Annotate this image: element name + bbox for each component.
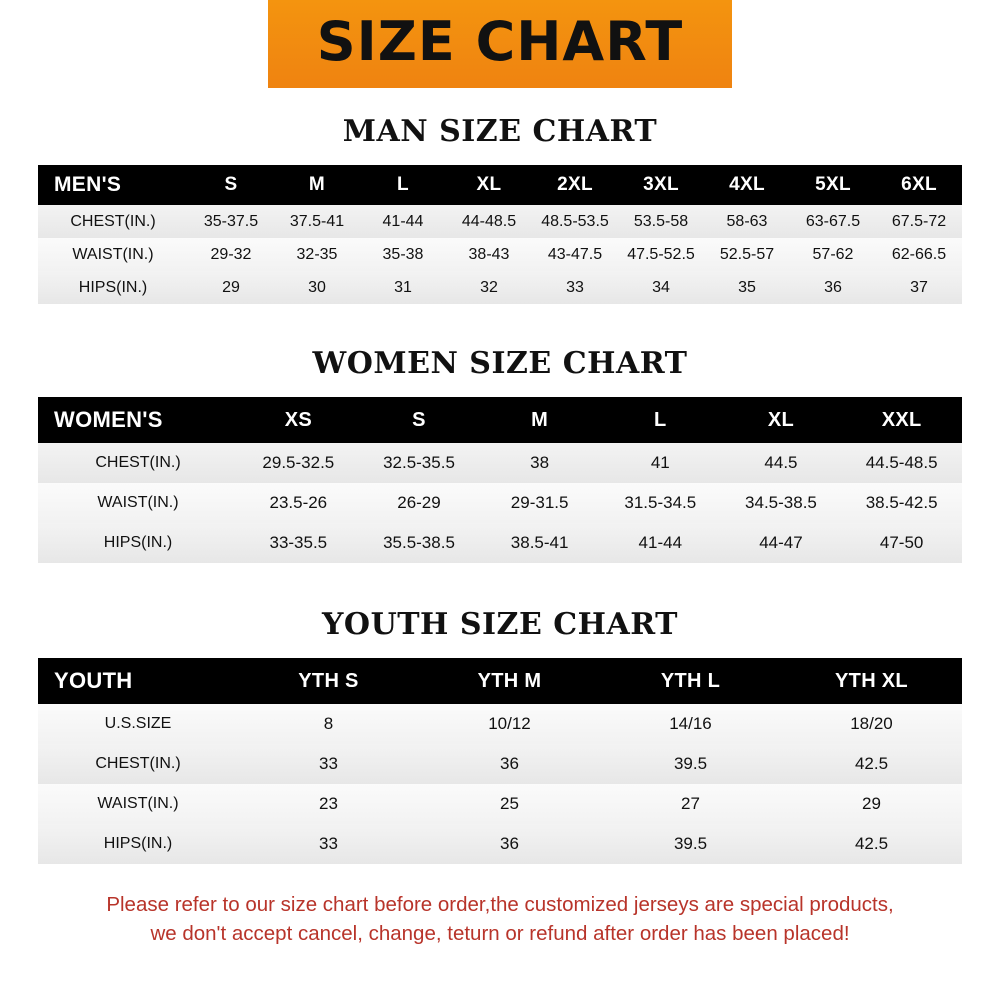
table-cell: 34 — [618, 271, 704, 304]
table-cell: 32-35 — [274, 238, 360, 271]
table-cell: 23.5-26 — [238, 483, 359, 523]
table-cell: 43-47.5 — [532, 238, 618, 271]
table-cell: 33 — [238, 824, 419, 864]
table-cell: 8 — [238, 704, 419, 744]
table-row — [38, 205, 962, 238]
table-cell: 18/20 — [781, 704, 962, 744]
column-header: 4XL — [729, 174, 765, 195]
table-cell: 44.5-48.5 — [841, 443, 962, 483]
table-row — [38, 523, 962, 563]
table-cell: 41 — [600, 443, 721, 483]
column-header: YOUTH — [54, 668, 133, 693]
table-cell: 58-63 — [704, 205, 790, 238]
women-size-section — [0, 346, 1000, 563]
table-cell: 41-44 — [600, 523, 721, 563]
table-cell: 57-62 — [790, 238, 876, 271]
disclaimer-line-2: we don't accept cancel, change, teturn or refund after order has been placed! — [150, 922, 850, 946]
column-header: YTH XL — [835, 669, 908, 692]
table-cell: 48.5-53.5 — [532, 205, 618, 238]
row-label: HIPS(IN.) — [38, 271, 188, 304]
table-cell: 29-31.5 — [479, 483, 600, 523]
row-label: CHEST(IN.) — [38, 443, 238, 483]
column-header: YTH S — [298, 669, 359, 692]
table-header-row — [38, 658, 962, 704]
column-header: XS — [284, 408, 312, 431]
column-header: M — [308, 174, 326, 195]
table-cell: 29 — [188, 271, 274, 304]
table-cell: 37 — [876, 271, 962, 304]
column-header: L — [397, 174, 409, 195]
man-size-section — [0, 114, 1000, 304]
table-cell: 32.5-35.5 — [359, 443, 480, 483]
table-cell: 36 — [790, 271, 876, 304]
column-header: YTH L — [660, 669, 721, 692]
table-cell: 33 — [532, 271, 618, 304]
table-cell: 39.5 — [600, 744, 781, 784]
table-cell: 41-44 — [360, 205, 446, 238]
column-header: 5XL — [815, 174, 851, 195]
table-cell: 31 — [360, 271, 446, 304]
row-label: CHEST(IN.) — [38, 744, 238, 784]
women-size-table — [38, 397, 962, 563]
page-title: SIZE CHART — [316, 10, 684, 73]
table-row — [38, 744, 962, 784]
column-header: 2XL — [557, 174, 593, 195]
disclaimer-line-1: Please refer to our size chart before order,the customized jerseys are special products, — [106, 893, 894, 916]
table-cell: 67.5-72 — [876, 205, 962, 238]
table-cell: 10/12 — [419, 704, 600, 744]
youth-section-title: YOUTH SIZE CHART — [322, 607, 678, 642]
table-cell: 42.5 — [781, 824, 962, 864]
table-cell: 35 — [704, 271, 790, 304]
table-cell: 29 — [781, 784, 962, 824]
table-cell: 36 — [419, 824, 600, 864]
header-banner — [0, 0, 1000, 88]
table-row — [38, 483, 962, 523]
table-cell: 23 — [238, 784, 419, 824]
table-row — [38, 443, 962, 483]
table-row — [38, 238, 962, 271]
table-header-row — [38, 165, 962, 205]
table-cell: 62-66.5 — [876, 238, 962, 271]
table-cell: 14/16 — [600, 704, 781, 744]
column-header: S — [412, 408, 426, 431]
table-cell: 38.5-41 — [479, 523, 600, 563]
table-cell: 39.5 — [600, 824, 781, 864]
row-label: CHEST(IN.) — [38, 205, 188, 238]
table-cell: 38-43 — [446, 238, 532, 271]
table-cell: 35-37.5 — [188, 205, 274, 238]
table-cell: 38.5-42.5 — [841, 483, 962, 523]
youth-size-section — [0, 607, 1000, 864]
column-header: M — [531, 408, 549, 431]
row-label: U.S.SIZE — [38, 704, 238, 744]
table-cell: 33 — [238, 744, 419, 784]
table-cell: 27 — [600, 784, 781, 824]
table-cell: 35.5-38.5 — [359, 523, 480, 563]
table-cell: 53.5-58 — [618, 205, 704, 238]
table-cell: 44-48.5 — [446, 205, 532, 238]
table-cell: 52.5-57 — [704, 238, 790, 271]
column-header: 6XL — [901, 174, 937, 195]
table-row — [38, 704, 962, 744]
table-cell: 47-50 — [841, 523, 962, 563]
table-cell: 47.5-52.5 — [618, 238, 704, 271]
disclaimer-note — [34, 890, 966, 948]
column-header: L — [654, 408, 667, 431]
row-label: WAIST(IN.) — [38, 238, 188, 271]
table-cell: 37.5-41 — [274, 205, 360, 238]
column-header: XXL — [881, 408, 922, 431]
table-row — [38, 824, 962, 864]
row-label: WAIST(IN.) — [38, 784, 238, 824]
table-cell: 42.5 — [781, 744, 962, 784]
table-row — [38, 271, 962, 304]
table-cell: 36 — [419, 744, 600, 784]
column-header: XL — [767, 408, 795, 431]
table-cell: 26-29 — [359, 483, 480, 523]
man-size-table — [38, 165, 962, 304]
table-cell: 34.5-38.5 — [721, 483, 842, 523]
column-header: S — [224, 174, 238, 195]
table-cell: 33-35.5 — [238, 523, 359, 563]
table-header-row — [38, 397, 962, 443]
column-header: YTH M — [477, 669, 542, 692]
youth-size-table — [38, 658, 962, 864]
man-section-title: MAN SIZE CHART — [342, 114, 658, 149]
table-cell: 44.5 — [721, 443, 842, 483]
row-label: HIPS(IN.) — [38, 523, 238, 563]
table-row — [38, 784, 962, 824]
row-label: HIPS(IN.) — [38, 824, 238, 864]
table-cell: 29-32 — [188, 238, 274, 271]
row-label: WAIST(IN.) — [38, 483, 238, 523]
table-cell: 44-47 — [721, 523, 842, 563]
table-cell: 63-67.5 — [790, 205, 876, 238]
table-cell: 32 — [446, 271, 532, 304]
table-cell: 38 — [479, 443, 600, 483]
column-header: MEN'S — [54, 173, 122, 196]
table-cell: 25 — [419, 784, 600, 824]
column-header: WOMEN'S — [54, 407, 163, 432]
table-cell: 29.5-32.5 — [238, 443, 359, 483]
table-cell: 31.5-34.5 — [600, 483, 721, 523]
table-cell: 35-38 — [360, 238, 446, 271]
table-cell: 30 — [274, 271, 360, 304]
column-header: 3XL — [643, 174, 679, 195]
women-section-title: WOMEN SIZE CHART — [312, 346, 688, 381]
column-header: XL — [476, 174, 502, 195]
